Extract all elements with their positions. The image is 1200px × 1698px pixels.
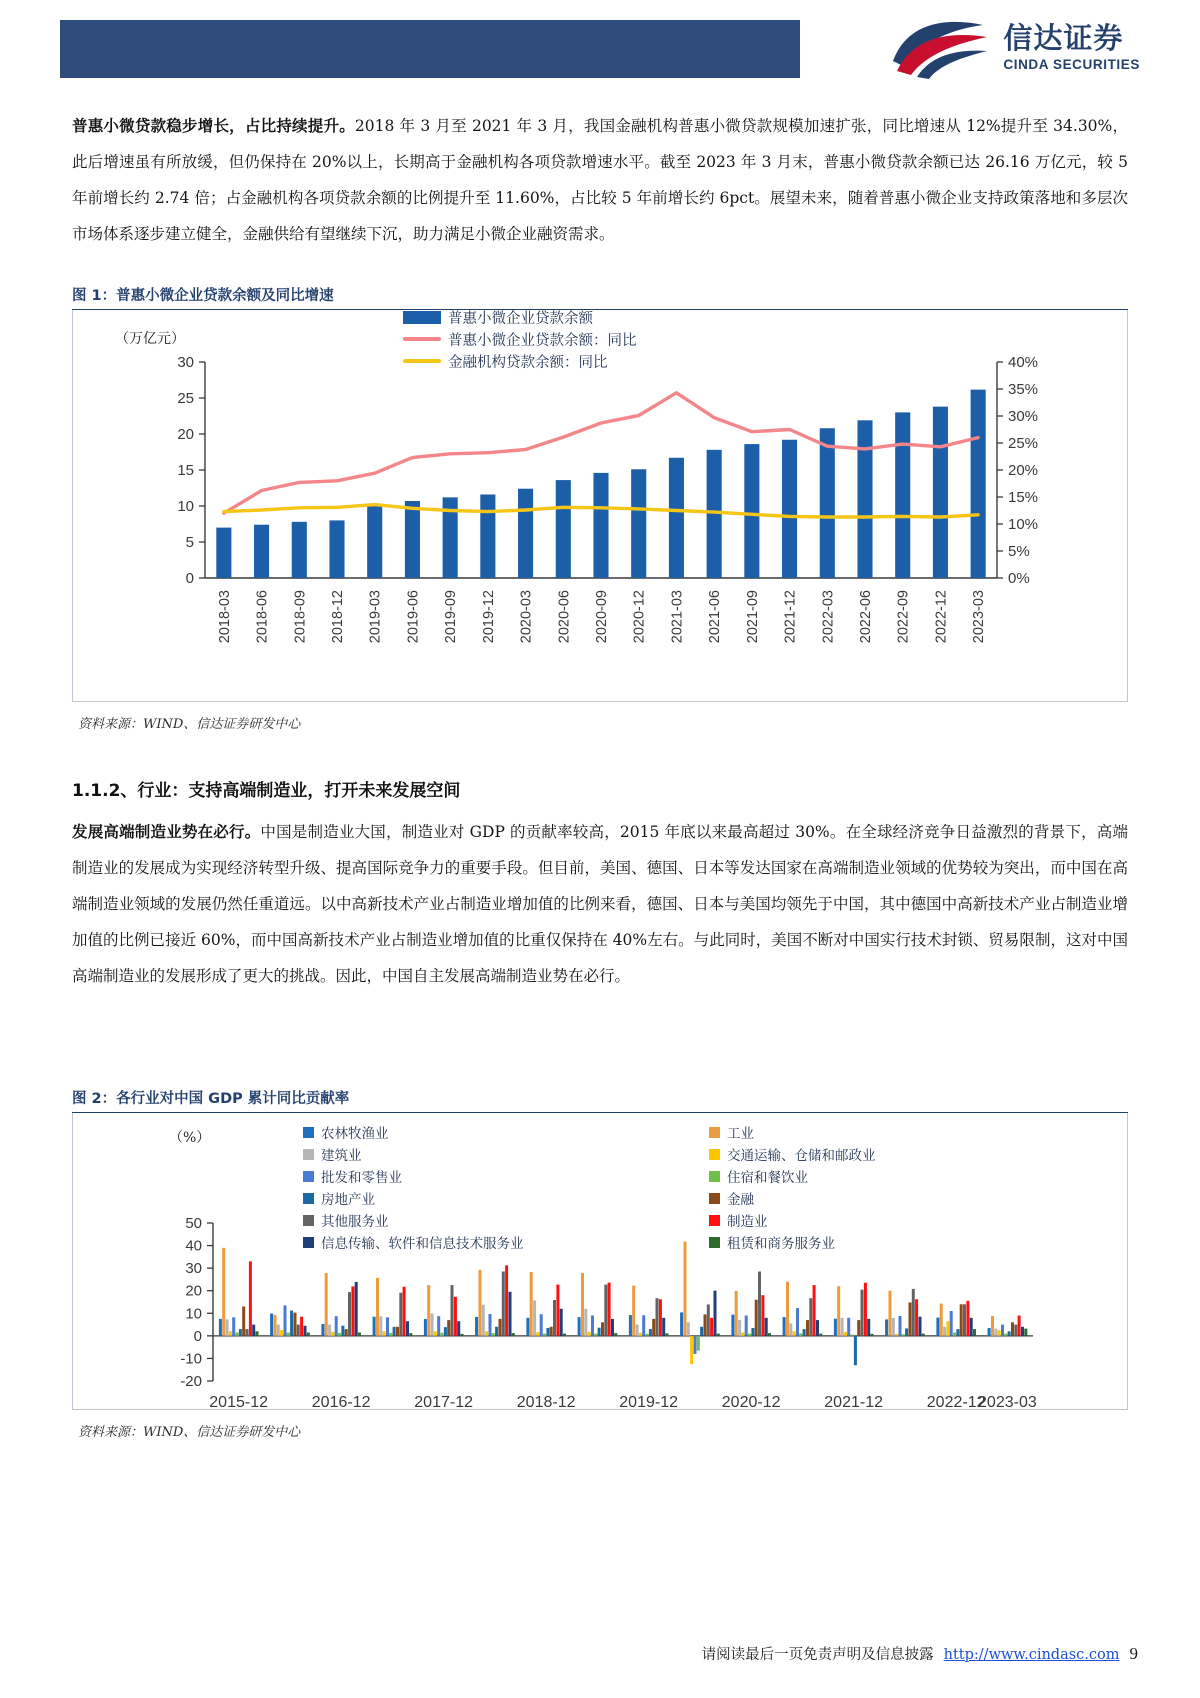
svg-text:2020-09: 2020-09: [594, 590, 610, 644]
svg-text:10: 10: [177, 498, 194, 515]
svg-text:2016-12: 2016-12: [311, 1394, 371, 1411]
legend-item-f2-9: [709, 1209, 876, 1231]
page-header: [60, 12, 1140, 84]
svg-text:30: 30: [177, 354, 194, 371]
legend-swatch-9-icon: [709, 1215, 720, 1226]
footer-link[interactable]: http://www.cindasc.com: [943, 1647, 1120, 1663]
legend-label-f2-3: 交通运输、仓储和邮政业: [727, 1148, 876, 1164]
legend-item-pink-line: [403, 328, 637, 350]
svg-text:2022-09: 2022-09: [895, 590, 912, 644]
svg-text:40%: 40%: [1008, 354, 1039, 371]
legend-item-f2-5: [709, 1165, 876, 1187]
svg-text:5%: 5%: [1008, 543, 1030, 560]
legend-label-f2-4: 批发和零售业: [321, 1170, 402, 1186]
legend-item-f2-0: [303, 1121, 524, 1143]
svg-text:2022-12: 2022-12: [933, 590, 950, 644]
svg-text:20%: 20%: [1008, 462, 1039, 479]
svg-text:2022-12: 2022-12: [926, 1394, 986, 1411]
svg-text:40: 40: [185, 1237, 202, 1255]
legend-label-f2-2: 建筑业: [321, 1148, 362, 1164]
legend-swatch-11-icon: [709, 1237, 720, 1248]
svg-text:30%: 30%: [1008, 408, 1039, 425]
svg-text:-20: -20: [180, 1373, 202, 1390]
svg-text:2021-09: 2021-09: [744, 590, 761, 644]
legend-swatch-6-icon: [303, 1193, 314, 1204]
legend-label-f2-10: 信息传输、软件和信息技术服务业: [321, 1236, 524, 1252]
svg-text:2022-03: 2022-03: [820, 590, 837, 644]
legend-item-f2-11: [709, 1231, 876, 1253]
paragraph-2-body: 中国是制造业大国，制造业对 GDP 的贡献率较高，2015 年底以来最高超过 30%。在全球经济竞争日益激烈的背景下，高端制造业的发展成为实现经济转型升级、提高国际竞争力的重要手段。但目前，美国、德国、日本等发达国家在高端制造业领域的优势较为突出，而中国在高端制造业领域的发展仍然任重道远。以中高新技术产业占制造业增加值的比例来看，德国、日本与美国均领先于中国，其中德国中高新技术产业占制造业增加值的比例已接近 60%，而中国高新技术产业占制造业增加值的比重仅保持在 40%左右。与此同时，美国不断对中国实行技术封锁、贸易限制，这对中国高端制造业的发展形成了更大的挑战。因此，中国自主发展高端制造业势在必行。: [72, 823, 1128, 985]
svg-text:15: 15: [177, 462, 194, 479]
legend-label-f2-1: 工业: [727, 1126, 754, 1142]
legend-swatch-bar-icon: [403, 311, 441, 324]
paragraph-2: [72, 814, 1128, 994]
figure-2-legend-left: [303, 1121, 524, 1253]
svg-text:2023-03: 2023-03: [971, 590, 988, 644]
legend-label-f2-5: 住宿和餐饮业: [727, 1170, 808, 1186]
legend-item-f2-10: [303, 1231, 524, 1253]
svg-text:2023-03: 2023-03: [978, 1394, 1037, 1411]
header-blue-band: [60, 20, 800, 78]
svg-text:2020-06: 2020-06: [556, 590, 573, 644]
svg-text:2020-12: 2020-12: [631, 590, 648, 644]
legend-label-f2-9: 制造业: [727, 1214, 768, 1230]
svg-text:0: 0: [193, 1327, 202, 1345]
svg-text:5: 5: [185, 534, 194, 551]
svg-text:2019-06: 2019-06: [405, 590, 422, 644]
svg-text:0: 0: [185, 570, 194, 587]
svg-text:2018-12: 2018-12: [516, 1394, 576, 1411]
svg-text:20: 20: [177, 426, 194, 443]
page-footer: [0, 1643, 1200, 1664]
figure-2-title: 图 2：各行业对中国 GDP 累计同比贡献率: [72, 1087, 1128, 1113]
figure-2-source: 资料来源：WIND、信达证券研发中心: [78, 1425, 301, 1440]
paragraph-1-body: 2018 年 3 月至 2021 年 3 月，我国金融机构普惠小微贷款规模加速扩张，同比增速从 12%提升至 34.30%，此后增速虽有所放缓，但仍保持在 20%以上，长期高于金融机构各项贷款增速水平。截至 2023 年 3 月末，普惠小微贷款余额已达 26.16 万亿元，较 5 年前增长约 2.74 倍；占金融机构各项贷款余额的比例提升至 11.60%，占比较 5 年前增长约 6pct。展望未来，随着普惠小微企业支持政策落地和多层次市场体系逐步建立健全，金融供给有望继续下沉，助力满足小微企业融资需求。: [72, 117, 1128, 243]
svg-text:2018-12: 2018-12: [330, 590, 346, 644]
svg-text:2022-06: 2022-06: [858, 590, 874, 644]
legend-label-2: 金融机构贷款余额：同比: [448, 354, 608, 371]
footer-notice: 请阅读最后一页免责声明及信息披露: [701, 1647, 934, 1663]
legend-item-bar: [403, 306, 637, 328]
section-heading-112: 1.1.2、行业：支持高端制造业，打开未来发展空间: [72, 781, 461, 801]
cinda-wave-logo-icon: [887, 15, 993, 81]
svg-text:2015-12: 2015-12: [209, 1394, 268, 1411]
legend-swatch-8-icon: [303, 1215, 314, 1226]
figure-2-chart: [73, 1113, 1129, 1443]
svg-text:2017-12: 2017-12: [414, 1394, 473, 1411]
figure-2-legend-right: [709, 1121, 876, 1253]
page-number: 9: [1129, 1644, 1138, 1663]
legend-label-0: 普惠小微企业贷款余额: [448, 310, 593, 327]
svg-text:10: 10: [185, 1305, 202, 1323]
legend-item-f2-3: [709, 1143, 876, 1165]
svg-text:2020-03: 2020-03: [518, 590, 535, 644]
legend-label-f2-11: 租赁和商务服务业: [727, 1236, 835, 1252]
paragraph-1: [72, 108, 1128, 252]
svg-text:50: 50: [185, 1215, 202, 1232]
figure-2-frame: [72, 1113, 1128, 1410]
legend-swatch-10-icon: [303, 1237, 314, 1248]
figure-1-frame: [72, 310, 1128, 702]
legend-swatch-2-icon: [303, 1149, 314, 1160]
svg-text:2021-12: 2021-12: [824, 1394, 883, 1411]
svg-text:2019-09: 2019-09: [443, 590, 460, 644]
svg-text:2019-12: 2019-12: [480, 590, 497, 644]
legend-swatch-3-icon: [709, 1149, 720, 1160]
legend-label-f2-8: 其他服务业: [321, 1214, 389, 1230]
svg-text:2021-12: 2021-12: [782, 590, 799, 644]
figure-1-y-unit: （万亿元）: [115, 331, 185, 347]
svg-text:25%: 25%: [1008, 435, 1039, 452]
svg-text:10%: 10%: [1008, 516, 1039, 533]
legend-swatch-0-icon: [303, 1127, 314, 1138]
legend-swatch-5-icon: [709, 1171, 720, 1182]
svg-text:2021-06: 2021-06: [707, 590, 724, 644]
legend-item-f2-2: [303, 1143, 524, 1165]
figure-2-plot: [73, 1113, 1129, 1443]
legend-label-f2-7: 金融: [727, 1192, 754, 1208]
brand-name-en: CINDA SECURITIES: [1003, 57, 1140, 73]
legend-swatch-line-pink-icon: [403, 337, 441, 341]
svg-text:15%: 15%: [1008, 489, 1039, 506]
legend-label-f2-6: 房地产业: [321, 1192, 375, 1208]
legend-item-yellow-line: [403, 350, 637, 372]
svg-text:2021-03: 2021-03: [669, 590, 686, 644]
figure-1-legend: [403, 306, 637, 372]
paragraph-1-lead: 普惠小微贷款稳步增长，占比持续提升。: [72, 116, 355, 135]
svg-text:0%: 0%: [1008, 570, 1030, 587]
svg-text:2018-06: 2018-06: [254, 590, 271, 644]
legend-label-f2-0: 农林牧渔业: [321, 1126, 389, 1142]
svg-text:2019-12: 2019-12: [619, 1394, 678, 1411]
svg-text:20: 20: [185, 1282, 202, 1300]
svg-text:-10: -10: [180, 1350, 202, 1368]
legend-swatch-1-icon: [709, 1127, 720, 1138]
legend-item-f2-8: [303, 1209, 524, 1231]
legend-label-1: 普惠小微企业贷款余额：同比: [448, 332, 637, 349]
svg-text:2018-09: 2018-09: [292, 590, 309, 644]
figure-2-y-unit: （%）: [169, 1130, 211, 1146]
svg-text:35%: 35%: [1008, 381, 1039, 398]
figure-1-source: 资料来源：WIND、信达证券研发中心: [78, 717, 301, 732]
figure-1-chart: [73, 310, 1129, 702]
legend-swatch-line-yellow-icon: [403, 359, 441, 363]
legend-item-f2-1: [709, 1121, 876, 1143]
legend-item-f2-7: [709, 1187, 876, 1209]
brand-name-cn: 信达证券: [1003, 21, 1124, 56]
paragraph-2-lead: 发展高端制造业势在必行。: [72, 822, 261, 841]
svg-text:25: 25: [177, 390, 194, 407]
company-logo: [790, 12, 1140, 84]
svg-text:2020-12: 2020-12: [721, 1394, 781, 1411]
svg-text:2019-03: 2019-03: [367, 590, 384, 644]
figure-1-title: 图 1：普惠小微企业贷款余额及同比增速: [72, 284, 1128, 310]
svg-text:30: 30: [185, 1260, 202, 1278]
svg-text:2018-03: 2018-03: [216, 590, 233, 644]
legend-swatch-7-icon: [709, 1193, 720, 1204]
legend-item-f2-4: [303, 1165, 524, 1187]
legend-swatch-4-icon: [303, 1171, 314, 1182]
legend-item-f2-6: [303, 1187, 524, 1209]
